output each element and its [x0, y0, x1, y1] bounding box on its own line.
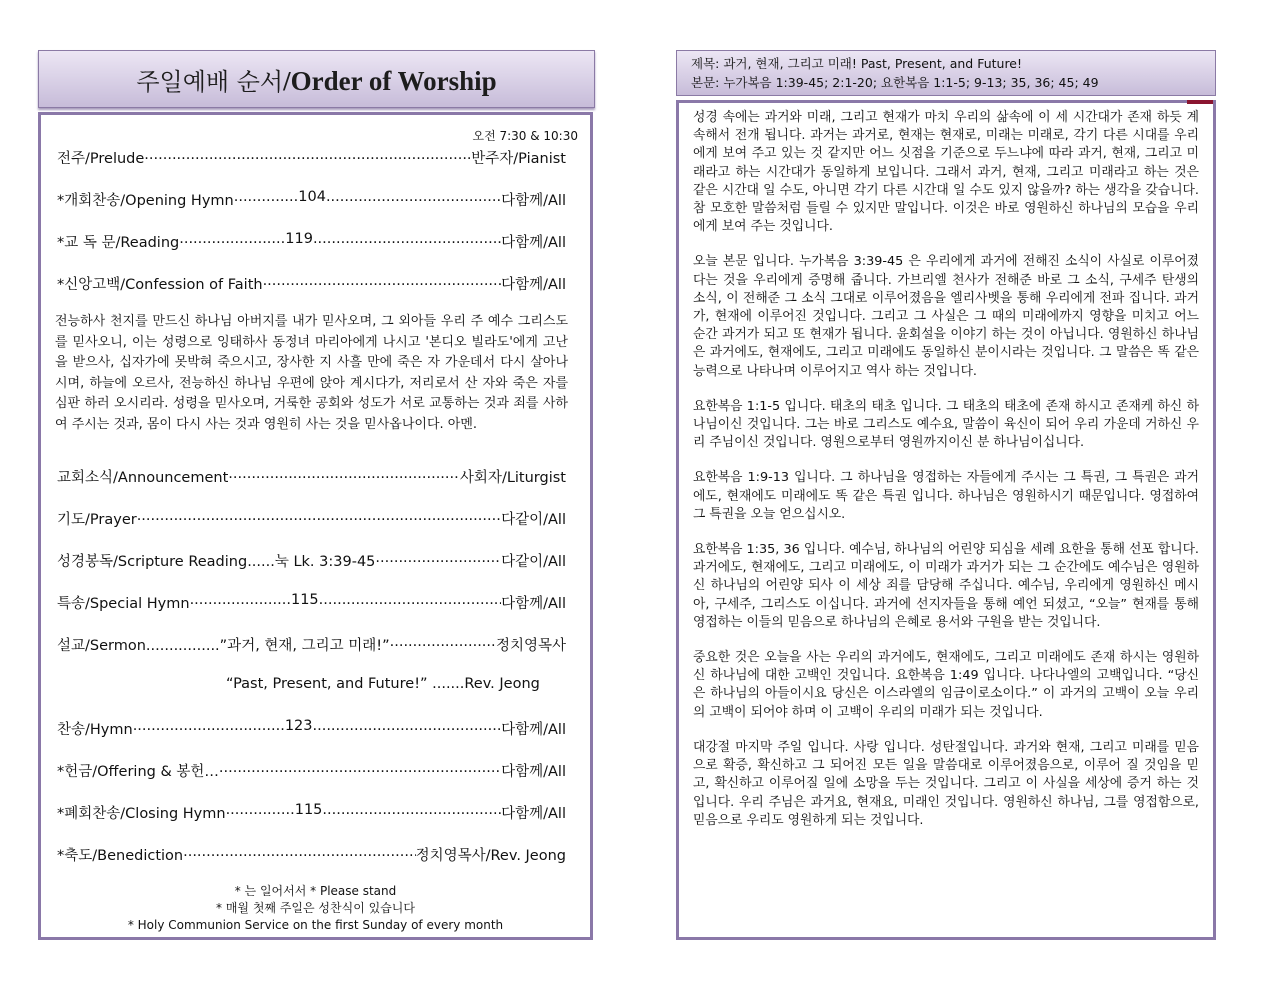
- dot-leader: [313, 718, 502, 739]
- item-label: *헌금/Offering & 봉헌…: [57, 764, 219, 780]
- item-label: 설교/Sermon................: [57, 638, 220, 654]
- sermon-paragraph: 대강절 마지막 주일 입니다. 사랑 입니다. 성탄절입니다. 과거와 현재, 그리고 미래를 믿음으로 확증, 확신하고 그 되어진 모든 일을 말씀대로 이루어졌음으로, 이루어 질 것임을 믿고, 확신하고 이루어질 일에 소망을 두는 것입니다. 그리고 이 사실을 세상에 증거 하는 것입니다. 우리 주님은 과거요, 현재요, 미래인 것입니다. 영원하신 하나님, 그를 영접함으로, 믿음으로 우리도 영원하게 되는 것입니다.: [693, 739, 1199, 828]
- item-hymn-number: 104: [298, 189, 326, 205]
- order-item-confession: [57, 273, 566, 294]
- sermon-header: [676, 50, 1216, 96]
- item-label: 성경봉독/Scripture Reading......눅 Lk. 3:39-45: [57, 554, 376, 570]
- item-leader: 다같이/All: [501, 554, 566, 570]
- note-stand: * 는 일어서서 * Please stand: [234, 884, 397, 898]
- item-label: 교회소식/Announcement: [57, 470, 229, 486]
- service-times: 오전 7:30 & 10:30: [472, 129, 578, 143]
- order-item-prayer: [57, 508, 566, 529]
- dot-leader: [390, 634, 496, 655]
- item-label: *신앙고백/Confession of Faith: [57, 277, 263, 293]
- order-item-sermon: [57, 634, 566, 655]
- order-item-opening-hymn: [57, 189, 566, 210]
- sermon-paragraph: 중요한 것은 오늘을 사는 우리의 과거에도, 현재에도, 그리고 미래에도 존재 하시는 영원하신 하나님에 대한 고백인 것입니다. 요한복음 1:49 입니다. 나다나엘의 고백입니다. “당신은 하나님의 아들이시요 당신은 이스라엘의 임금이로소이다.” 이 과거의 고백이 오늘 우리의 고백이 되어야 하며 이 고백이 우리의 미래가 되는 것입니다.: [693, 650, 1199, 720]
- dot-leader: [375, 550, 501, 571]
- item-mid-dots: ...............: [225, 802, 295, 818]
- dot-leader: [313, 231, 501, 252]
- item-leader: 다같이/All: [501, 512, 566, 528]
- sermon-title-korean: ”과거, 현재, 그리고 미래!”: [219, 638, 390, 654]
- order-item-benediction: [57, 844, 566, 865]
- item-label: 찬송/Hymn: [57, 722, 133, 738]
- item-mid-dots: ......................: [189, 592, 291, 608]
- sermon-text-box: [676, 100, 1216, 940]
- item-leader: 다함께/All: [501, 722, 566, 738]
- item-hymn-number: 115: [294, 802, 323, 818]
- sermon-paragraph: 오늘 본문 입니다. 누가복음 3:39-45 은 우리에게 과거에 전해진 소식이 사실로 이루어졌다는 것을 우리에게 증명해 줍니다. 가브리엘 천사가 전해준 바로 그 소식, 구세주 탄생의 소식, 이 전해준 그 소식 그대로 이루어졌음을 엘리사벳을 통해 우리에게 전파 집니다. 과거가, 현재에 이루어진 것입니다. 그리고 그 사실은 그 때의 미래에까지 영향을 미치고 어느 순간 과거가 되고 또 현재가 됩니다. 윤회설을 이야기 하는 것이 아닙니다. 영원하신 하나님은 과거에도, 현재에도, 그리고 미래에도 동일하신 분이시라는 것입니다. 그 말씀은 똑 같은 능력으로 나타나며 이루어지고 역사 하는 것입니다.: [693, 254, 1199, 379]
- item-label: *폐회찬송/Closing Hymn: [57, 806, 226, 822]
- item-label: *교 독 문/Reading: [57, 235, 180, 251]
- order-item-closing-hymn: [57, 802, 566, 823]
- item-label: 기도/Prayer: [57, 512, 137, 528]
- item-leader: 정치영목사/Rev. Jeong: [415, 848, 566, 864]
- item-leader: 다함께/All: [501, 277, 566, 293]
- item-label: *축도/Benediction: [57, 848, 184, 864]
- item-leader: 다함께/All: [501, 806, 566, 822]
- corner-accent: [1187, 100, 1213, 104]
- item-label: 특송/Special Hymn: [57, 596, 190, 612]
- item-leader: 다함께/All: [501, 235, 566, 251]
- dot-leader: [228, 466, 460, 487]
- worship-order-box: [38, 112, 593, 940]
- dot-leader: [144, 147, 471, 168]
- order-item-reading: [57, 231, 566, 252]
- item-leader: 정치영목사: [495, 638, 566, 654]
- item-mid-dots: ..............: [233, 189, 299, 205]
- item-hymn-number: 123: [284, 718, 313, 734]
- order-item-offering: [57, 760, 566, 781]
- item-label: 전주/Prelude: [57, 151, 145, 167]
- item-hymn-number: 115: [290, 592, 319, 608]
- dot-leader: [263, 273, 502, 294]
- sermon-paragraph: 성경 속에는 과거와 미래, 그리고 현재가 마치 우리의 삶속에 이 세 시간대가 존재 하듯 계속해서 전개 됩니다. 과거는 과거로, 현재는 현재로, 미래는 미래로, 각기 다른 시대를 우리에게 보여 주고 있는 것 같지만 어느 싯점을 기준으로 두느냐에 따라 과거, 현재, 그리고 미래라고 하는 시간대가 동일하게 보입니다. 그래서 과거, 현재, 그리고 미래라고 하는 것은 같은 시간대 일 수도, 아니면 각기 다른 시간대 일 수도 있지 않을까? 하는 생각을 갖습니다. 참 모호한 말씀처럼 들릴 수 있지만 말입니다. 이것은 바로 영원하신 하나님의 모습을 우리에게 보여 주는 것입니다.: [693, 110, 1199, 235]
- item-number: 119: [285, 231, 313, 247]
- item-mid-dots: .......................: [179, 231, 286, 247]
- order-item-scripture: [57, 550, 566, 571]
- sermon-subject: 제목: 과거, 현재, 그리고 미래! Past, Present, and Future!: [691, 56, 1023, 71]
- item-label: *개회찬송/Opening Hymn: [57, 193, 234, 209]
- title-korean: 주일예배 순서: [136, 67, 284, 96]
- item-leader: 반주자/Pianist: [471, 151, 566, 167]
- item-leader: 다함께/All: [501, 596, 566, 612]
- dot-leader: [219, 760, 501, 781]
- order-item-hymn: [57, 718, 566, 739]
- order-of-worship-title-bar: [38, 50, 595, 108]
- dot-leader: [319, 592, 501, 613]
- order-item-special-hymn: [57, 592, 566, 613]
- item-leader: 다함께/All: [501, 193, 566, 209]
- dot-leader: [322, 802, 501, 823]
- order-item-announcement: [57, 466, 566, 487]
- sermon-scripture: 본문: 누가복음 1:39-45; 2:1-20; 요한복음 1:1-5; 9-13; 35, 36; 45; 49: [691, 75, 1099, 90]
- apostles-creed-text: 전능하사 천지를 만드신 하나님 아버지를 내가 믿사오며, 그 외아들 우리 주 예수 그리스도를 믿사오니, 이는 성령으로 잉태하사 동정녀 마리아에게 나시고 '본디오 빌라도'에게 고난을 받으사, 십자가에 못박혀 죽으시고, 장사한 지 사흘 만에 죽은 자 가운데서 다시 살아나시며, 하늘에 오르사, 전능하신 하나님 우편에 앉아 계시다가, 저리로서 산 자와 죽은 자를 심판 하러 오시리라. 성령을 믿사오며, 거룩한 공회와 성도가 서로 교통하는 것과 죄를 사하여 주시는 것과, 몸이 다시 사는 것과 영원히 사는 것을 믿사옵나이다. 아멘.: [55, 314, 568, 432]
- dot-leader: [183, 844, 415, 865]
- note-communion-korean: * 매월 첫째 주일은 성찬식이 있습니다: [216, 901, 415, 915]
- footnotes: [41, 883, 590, 934]
- sermon-paragraph: 요한복음 1:35, 36 입니다. 예수님, 하나님의 어린양 되심을 세례 요한을 통해 선포 합니다. 과거에도, 현재에도, 그리고 미래에도, 이 미래가 과거가 되는 그 순간에도 예수님은 영원하신 하나님의 어린양 되사 이 세상 죄를 담당해 주십니다. 예수님, 우리에게 영원하신 메시아, 구세주, 그리스도 이십니다. 과거에 선지자들을 통해 예언 되셨고, “오늘” 현재를 통해 영접하는 이들의 믿음으로 하나님의 은혜로 용서와 구원을 받는 것입니다.: [693, 542, 1199, 630]
- dot-leader: [326, 189, 501, 210]
- note-communion-english: * Holy Communion Service on the first Sunday of every month: [127, 918, 504, 932]
- sermon-title-english: “Past, Present, and Future!” .......Rev. Jeong: [226, 676, 540, 692]
- item-leader: 사회자/Liturgist: [459, 470, 566, 486]
- sermon-paragraph: 요한복음 1:1-5 입니다. 태초의 태초 입니다. 그 태초의 태초에 존재 하시고 존재케 하신 하나님이신 것입니다. 그는 바로 그리스도 예수요, 말씀이 육신이 되어 우리 가운데 거하신 우리 주님이신 것입니다. 영원으로부터 영원까지이신 분 하나님이십니다.: [693, 398, 1199, 451]
- page-title: [136, 62, 496, 97]
- order-item-prelude: [57, 147, 566, 168]
- dot-leader: [137, 508, 501, 529]
- sermon-paragraph: 요한복음 1:9-13 입니다. 그 하나님을 영접하는 자들에게 주시는 그 특권, 그 특권은 과거에도, 현재에도 미래에도 똑 같은 특권 입니다. 하나님은 영원하시기 때문입니다. 영접하여 그 특권을 오늘 얻으십시오.: [693, 470, 1199, 522]
- item-leader: 다함께/All: [501, 764, 566, 780]
- item-mid-dots: .................................: [132, 718, 285, 734]
- title-english: /Order of Worship: [283, 65, 497, 96]
